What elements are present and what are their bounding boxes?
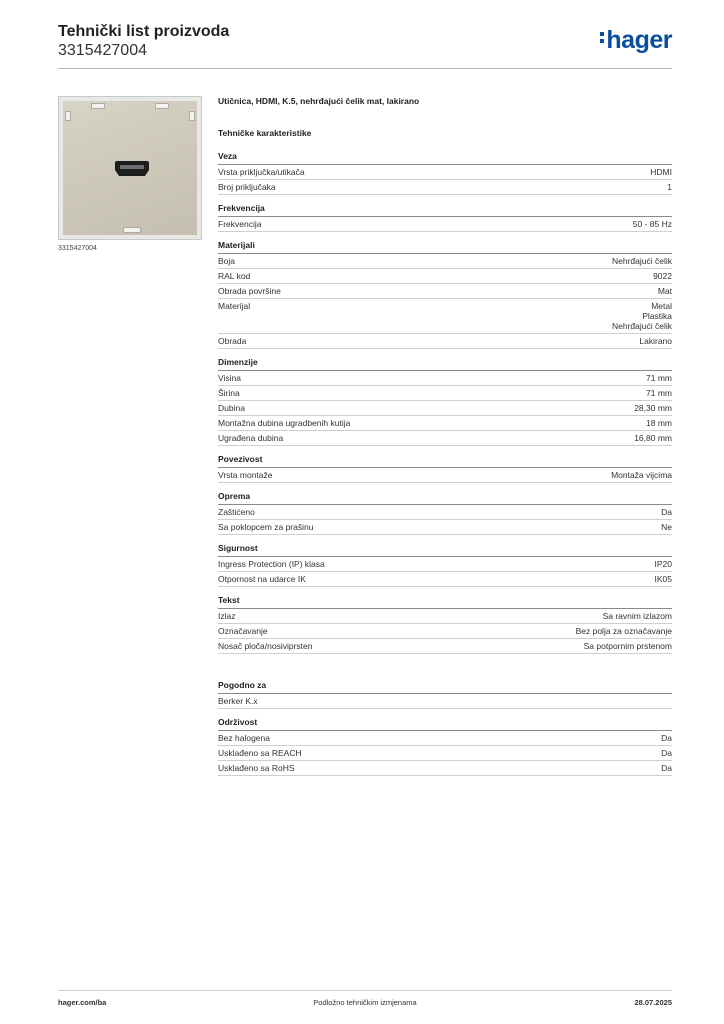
- page-title: Tehnički list proizvoda: [58, 23, 230, 40]
- spec-value-line: Nehrđajući čelik: [612, 256, 672, 266]
- spec-row: [218, 371, 672, 386]
- spec-value-line: 16,80 mm: [634, 433, 672, 443]
- image-caption: 3315427004: [58, 245, 97, 252]
- spec-row: [218, 269, 672, 284]
- spec-section: [218, 357, 672, 446]
- spec-row: [218, 416, 672, 431]
- spec-value: [576, 626, 672, 636]
- spec-label: Ugrađena dubina: [218, 433, 284, 443]
- spec-label: Vrsta priključka/utikača: [218, 167, 305, 177]
- spec-section: [218, 717, 672, 776]
- mount-slot-icon: [189, 111, 195, 121]
- spec-value: [667, 182, 672, 192]
- spec-value-line: 1: [667, 182, 672, 192]
- spec-value: [612, 256, 672, 266]
- spec-value: [658, 286, 672, 296]
- section-title: Dimenzije: [218, 357, 672, 371]
- spec-row: [218, 731, 672, 746]
- spec-section: [218, 454, 672, 483]
- spec-row: [218, 694, 672, 709]
- spec-value-line: 71 mm: [646, 388, 672, 398]
- spec-label: Berker K.x: [218, 696, 258, 706]
- spec-value-line: 18 mm: [646, 418, 672, 428]
- spec-label: Sa poklopcem za prašinu: [218, 522, 314, 532]
- section-title: Održivost: [218, 717, 672, 731]
- spec-value: [655, 574, 673, 584]
- hager-logo: [600, 26, 672, 55]
- spec-row: [218, 217, 672, 232]
- spec-value-line: HDMI: [650, 167, 672, 177]
- section-title: Oprema: [218, 491, 672, 505]
- spec-value-line: Nehrđajući čelik: [612, 321, 672, 331]
- spec-label: Obrada površine: [218, 286, 281, 296]
- spec-value: [612, 301, 672, 331]
- spec-value-line: Da: [661, 507, 672, 517]
- logo-text: hager: [606, 26, 672, 54]
- spec-value-line: 9022: [653, 271, 672, 281]
- spec-value-line: Bez polja za označavanje: [575, 626, 672, 636]
- spec-value-line: Da: [661, 763, 672, 773]
- spec-value: [634, 403, 672, 413]
- spec-row: [218, 572, 672, 587]
- spec-value-line: 50 - 85 Hz: [632, 219, 672, 229]
- spec-label: Dubina: [218, 403, 245, 413]
- spec-value-line: Lakirano: [639, 336, 672, 346]
- spec-value: [633, 219, 672, 229]
- spec-section: [218, 680, 672, 709]
- spec-label: Ingress Protection (IP) klasa: [218, 559, 325, 569]
- spec-value: [661, 733, 672, 743]
- spec-row: [218, 505, 672, 520]
- spec-row: [218, 468, 672, 483]
- spec-value: [646, 373, 672, 383]
- spec-value: [661, 748, 672, 758]
- header-divider: [58, 68, 672, 69]
- section-title: Pogodno za: [218, 680, 672, 694]
- section-title: Veza: [218, 151, 672, 165]
- mount-slot-icon: [91, 103, 105, 109]
- spec-row: [218, 746, 672, 761]
- footer-notice: Podložno tehničkim izmjenama: [313, 998, 417, 1007]
- spec-value-line: Sa ravnim izlazom: [602, 611, 672, 621]
- section-title: Tekst: [218, 595, 672, 609]
- spec-value-line: Plastika: [642, 311, 672, 321]
- spec-value: [653, 271, 672, 281]
- spec-label: Otpornost na udarce IK: [218, 574, 306, 584]
- spec-label: Materijal: [218, 301, 251, 311]
- spec-row: [218, 299, 672, 334]
- spec-sections: [218, 151, 672, 776]
- spec-row: [218, 639, 672, 654]
- spec-value-line: 71 mm: [646, 373, 672, 383]
- product-image: [58, 96, 202, 240]
- spec-label: Usklađeno sa REACH: [218, 748, 302, 758]
- spec-label: Nosač ploča/nosiviprsten: [218, 641, 313, 651]
- spec-row: [218, 609, 672, 624]
- hdmi-port-icon: [115, 161, 149, 176]
- spec-label: Obrada: [218, 336, 247, 346]
- spec-value: [650, 167, 672, 177]
- mount-slot-icon: [155, 103, 169, 109]
- spec-value-line: Ne: [661, 522, 672, 532]
- spec-label: Širina: [218, 388, 240, 398]
- spec-value: [611, 470, 672, 480]
- spec-section: [218, 543, 672, 587]
- spec-row: [218, 334, 672, 349]
- spec-row: [218, 761, 672, 776]
- spec-row: [218, 624, 672, 639]
- spec-value-line: Metal: [651, 301, 672, 311]
- spec-label: Izlaz: [218, 611, 236, 621]
- spec-row: [218, 401, 672, 416]
- spec-value-line: Sa potpornim prstenom: [583, 641, 672, 651]
- footer-divider: [58, 990, 672, 991]
- spec-label: Visina: [218, 373, 241, 383]
- spec-row: [218, 165, 672, 180]
- section-title: Povezivost: [218, 454, 672, 468]
- spec-section: [218, 595, 672, 654]
- spec-value: [661, 507, 672, 517]
- spec-row: [218, 520, 672, 535]
- mount-slot-icon: [123, 227, 141, 233]
- spec-row: [218, 284, 672, 299]
- spec-value-line: Montaža vijcima: [611, 470, 672, 480]
- spec-label: Boja: [218, 256, 236, 266]
- section-title: Materijali: [218, 240, 672, 254]
- logo-colon-icon: [600, 29, 606, 46]
- spec-heading: Tehničke karakteristike: [218, 128, 312, 138]
- spec-value: [655, 559, 673, 569]
- cover-plate: [63, 101, 197, 235]
- spec-value-line: Mat: [657, 286, 672, 296]
- product-name: Utičnica, HDMI, K.5, nehrđajući čelik mat, lakirano: [218, 96, 420, 106]
- spec-value: [646, 418, 672, 428]
- spec-section: [218, 491, 672, 535]
- spec-label: Zaštićeno: [218, 507, 255, 517]
- spec-row: [218, 180, 672, 195]
- spec-label: Označavanje: [218, 626, 268, 636]
- spec-value: [634, 433, 672, 443]
- spec-section: [218, 203, 672, 232]
- spec-content: [218, 96, 672, 776]
- spec-section: [218, 240, 672, 349]
- spec-row: [218, 386, 672, 401]
- spec-value: [603, 611, 672, 621]
- spec-value: [661, 763, 672, 773]
- product-number: 3315427004: [58, 42, 147, 59]
- spec-value-line: Da: [661, 748, 672, 758]
- spec-row: [218, 254, 672, 269]
- spec-label: Usklađeno sa RoHS: [218, 763, 295, 773]
- spec-label: RAL kod: [218, 271, 251, 281]
- spec-value-line: IK05: [654, 574, 672, 584]
- footer-date: 28.07.2025: [634, 998, 672, 1007]
- spec-value: [646, 388, 672, 398]
- spec-section: [218, 151, 672, 195]
- spec-value-line: Da: [661, 733, 672, 743]
- mount-slot-icon: [65, 111, 71, 121]
- section-title: Sigurnost: [218, 543, 672, 557]
- spec-value: [661, 522, 672, 532]
- spec-value-line: IP20: [654, 559, 672, 569]
- spec-row: [218, 431, 672, 446]
- spec-label: Bez halogena: [218, 733, 270, 743]
- spec-label: Montažna dubina ugradbenih kutija: [218, 418, 351, 428]
- spec-value-line: 28,30 mm: [634, 403, 672, 413]
- page-header: [58, 22, 672, 68]
- section-title: Frekvencija: [218, 203, 672, 217]
- spec-value: [584, 641, 672, 651]
- spec-value: [639, 336, 672, 346]
- footer-website[interactable]: hager.com/ba: [58, 998, 107, 1007]
- spec-label: Frekvencija: [218, 219, 262, 229]
- spec-label: Vrsta montaže: [218, 470, 273, 480]
- spec-row: [218, 557, 672, 572]
- spec-label: Broj priključaka: [218, 182, 276, 192]
